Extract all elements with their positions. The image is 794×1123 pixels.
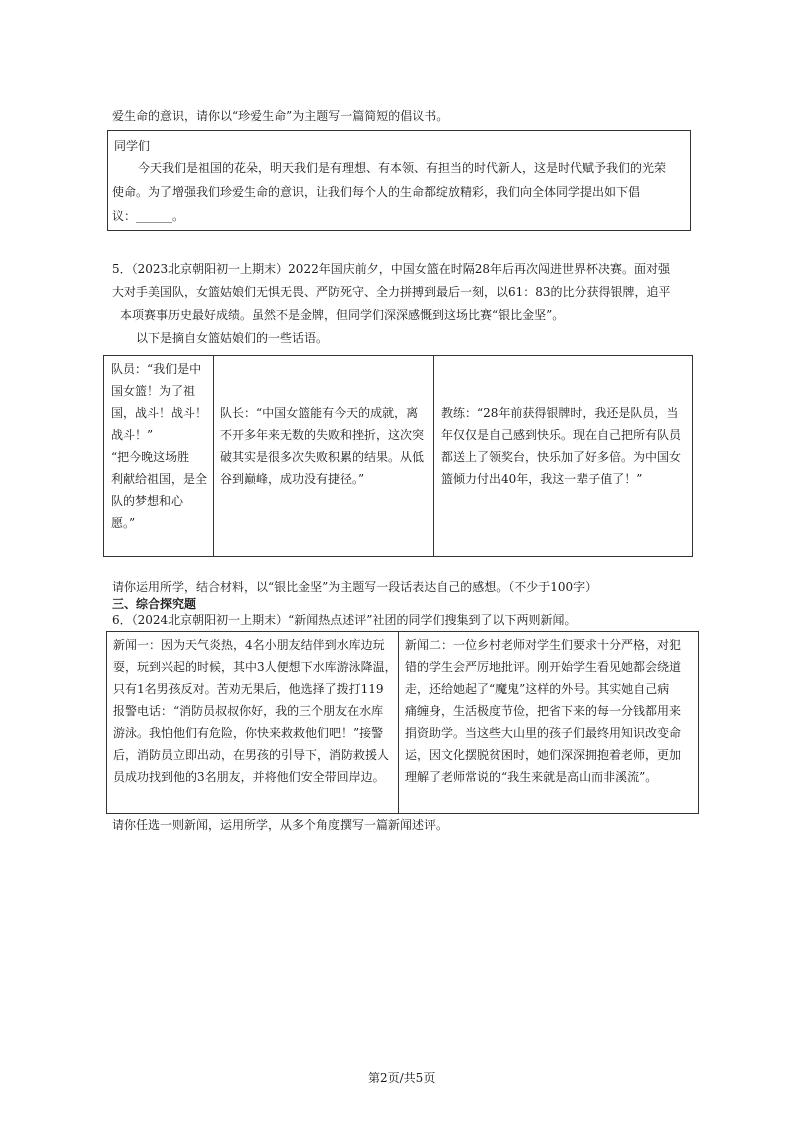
table-divider-1 (213, 355, 214, 557)
captain-quote-cell (220, 402, 432, 490)
table-cell-line: 都送上了领奖台，快乐加了好多倍。为中国女 (441, 450, 682, 464)
q5-line2: 大对手美国队，女篮姑娘们无惧无畏、严防死守、全力拼搏到最后一刻，以61：83的比分获得银牌，追平 (112, 285, 671, 299)
table-cell-line: 教练：“28年前获得银牌时，我还是队员，当 (441, 406, 679, 420)
news-line: 后，消防员立即出动，在男孩的引导下，消防救援人 (113, 748, 390, 762)
table-divider-2 (433, 355, 434, 557)
coach-quote-cell (441, 402, 691, 490)
table-cell-line: 年仅仅是自己感到快乐。现在自己把所有队员 (441, 428, 682, 442)
page-number: 第2页/共5页 (368, 1071, 436, 1085)
q6-line1: 6．（2024北京朝阳初一上期末）“新闻热点述评”社团的同学们搜集到了以下两则新闻。 (112, 613, 577, 627)
proposal-greeting: 同学们 (114, 139, 151, 153)
table-cell-line: 队长：“中国女篮能有今天的成就，离 (220, 406, 419, 420)
proposal-body-line1: 今天我们是祖国的花朵，明天我们是有理想、有本领、有担当的时代新人，这是时代赋予我们的光荣 (138, 161, 667, 175)
news-line: 新闻一：因为天气炎热，4名小朋友结伴到水库边玩 (113, 638, 385, 652)
news-line: 走，还给她起了“魔鬼”这样的外号。其实她自己病 (405, 682, 670, 696)
news-table-divider (398, 631, 399, 814)
table-cell-line: “把今晚这场胜 (111, 450, 190, 464)
proposal-box (107, 130, 691, 231)
intro-line: 爱生命的意识，请你以“珍爱生命”为主题写一篇简短的倡议书。 (112, 109, 449, 123)
news-line: 新闻二：一位乡村老师对学生们要求十分严格，对犯 (405, 638, 682, 652)
table-cell-line: 国，战斗！战斗！ (111, 406, 208, 420)
news-line: 运，因文化摆脱贫困时，她们深深拥抱着老师，更加 (405, 748, 682, 762)
news-line: 捐资助学。当这些大山里的孩子们最终用知识改变命 (405, 726, 682, 740)
table-cell-line: 队员：“我们是中 (111, 362, 202, 376)
q5-line4: 以下是摘自女篮姑娘们的一些话语。 (136, 331, 329, 345)
table-cell-line: 愿。” (111, 516, 136, 530)
table-cell-line: 利献给祖国，是全 (111, 472, 208, 486)
q5-line3: 本项赛事历史最好成绩。虽然不是金牌，但同学们深深感慨到这场比赛“银比金坚”。 (120, 308, 565, 322)
table-cell-line: 国女篮！为了祖 (111, 384, 196, 398)
q5-prompt: 请你运用所学，结合材料，以“银比金坚”为主题写一段话表达自己的感想。（不少于100字） (112, 580, 598, 594)
news-line: 员成功找到他的3名朋友，并将他们安全带回岸边。 (113, 770, 385, 784)
table-cell-line: 不开多年来无数的失败和挫折，这次突 (220, 428, 425, 442)
table-cell-line: 破其实是很多次失败积累的结果。从低 (220, 450, 425, 464)
news-line: 错的学生会严厉地批评。刚开始学生看见她都会绕道 (405, 660, 682, 674)
table-cell-line: 篮倾力付出40年，我这一辈子值了！” (441, 472, 643, 486)
news-line: 痛缠身，生活极度节俭，把省下来的每一分钱都用来 (405, 704, 682, 718)
proposal-body-line2: 使命。为了增强我们珍爱生命的意识，让我们每个人的生命都绽放精彩，我们向全体同学提出如下倡 (112, 185, 641, 199)
q6-prompt: 请你任选一则新闻，运用所学，从多个角度撰写一篇新闻述评。 (112, 818, 449, 832)
q5-line1: 5．（2023北京朝阳初一上期末）2022年国庆前夕，中国女篮在时隔28年后再次闯进世界杯决赛。面对强 (112, 262, 670, 276)
news-two-cell (405, 634, 697, 788)
news-line: 游泳。我怕他们有危险，你快来救救他们吧！”接警 (113, 726, 384, 740)
news-one-cell (113, 634, 397, 788)
section-heading: 三、综合探究题 (112, 597, 197, 611)
news-line: 耍，玩到兴起的时候，其中3人便想下水库游泳降温， (113, 660, 397, 674)
table-cell-line: 战斗！” (111, 428, 154, 442)
player-quotes-cell (111, 358, 211, 534)
news-line: 报警电话：“消防员叔叔你好，我的三个朋友在水库 (113, 704, 384, 718)
table-cell-line: 谷到巅峰，成功没有捷径。” (220, 472, 365, 486)
table-cell-line: 队的梦想和心 (111, 494, 184, 508)
news-line: 只有1名男孩反对。苦劝无果后，他选择了拨打119 (113, 682, 384, 696)
proposal-body-line3: 议：______。 (112, 209, 185, 223)
news-line: 理解了老师常说的“我生来就是高山而非溪流”。 (405, 770, 658, 784)
